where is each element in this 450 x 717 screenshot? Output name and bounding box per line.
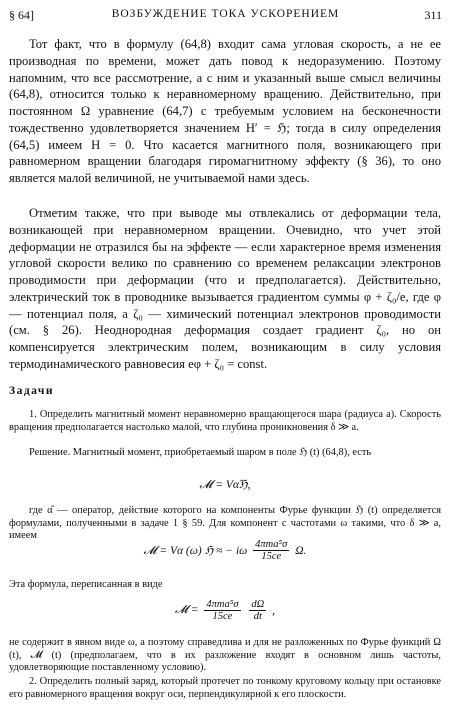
equation-3-lhs: 𝓜 = bbox=[174, 604, 199, 616]
problem-1-text-4: не содержит в явном виде ω, а поэтому справедлива и для не разложенных по Фурье функций Ω (t), 𝓜 (t) (предполагаем, что в их разложение входят в основном лишь частоты, удовлетворяющие поставленному условию). bbox=[9, 637, 441, 674]
problem-1-solution: Решение. Магнитный момент, приобретаемый шаром в поле ℌ (t) (64,8), есть bbox=[29, 447, 372, 458]
equation-2-fraction bbox=[253, 539, 289, 562]
equation-1-text: 𝓜 = Vα̂ℌ, bbox=[199, 479, 251, 491]
equation-3-fraction-1 bbox=[204, 599, 240, 622]
problems-heading: Задачи bbox=[9, 385, 55, 397]
equation-3-fraction-2 bbox=[249, 599, 266, 622]
equation-2-numerator: 4πma⁵σ bbox=[255, 539, 288, 550]
equation-2-lhs: 𝓜 = Vα (ω) ℌ ≈ − iω bbox=[143, 545, 248, 557]
problem-2-statement: 2. Определить полный заряд, который протечет по тонкому круговому кольцу при остановке его равномерного вращения вокруг оси, перпендикулярной к его плоскости. bbox=[9, 676, 441, 700]
paragraph-1: Тот факт, что в формулу (64,8) входит сама угловая скорость, а не ее производная по времени, может дать повод к недоразумению. Поэтому напомним, что все рассмотрение, а с ним и указанный выше смысл величины (64,8), относится только к неравномерному вращению. Действительно, при постоянном Ω уравнение (64,7) с требуемым условием на бесконечности тождественно удовлетворяется значением H′ = ℌ; тогда в силу определения (64,5) имеем H = 0. Что касается магнитного поля, возникающего при равномерном вращении благодаря гиромагнитному эффекту (§ 36), то оно является малой величиной, не учитываемой нами здесь. bbox=[9, 37, 441, 185]
equation-2-rhs: Ω. bbox=[295, 544, 307, 557]
running-header bbox=[9, 8, 442, 26]
equation-3-tail: , bbox=[272, 604, 276, 617]
equation-3-denominator-1: 15ce bbox=[212, 611, 233, 622]
equation-3 bbox=[0, 599, 450, 622]
equation-1 bbox=[0, 477, 450, 492]
equation-2 bbox=[0, 539, 450, 562]
problem-1-statement: 1. Определить магнитный момент неравномерно вращающегося шара (радиуса a). Скорость вращения предполагается настолько малой, что глубина проникновения δ ≫ a. bbox=[9, 409, 441, 433]
equation-3-numerator-2: dΩ bbox=[251, 599, 265, 610]
section-number: § 64] bbox=[9, 8, 34, 22]
equation-2-denominator: 15ce bbox=[261, 551, 282, 562]
running-title: ВОЗБУЖДЕНИЕ ТОКА УСКОРЕНИЕМ bbox=[111, 8, 340, 20]
problem-1-text-2: где α̂ — оператор, действие которого на компоненты Фурье функции ℌ (t) определяется формулами, полученными в задаче 1 § 59. Для компонент с частотами ω такими, что δ ≫ a, имеем bbox=[9, 505, 441, 542]
equation-3-numerator-1: 4πma⁵σ bbox=[206, 599, 239, 610]
page-number: 311 bbox=[424, 8, 442, 22]
paragraph-2: Отметим также, что при выводе мы отвлекались от деформации тела, возникающей при неравномерном вращении. Очевидно, что учет этой деформации не отразился бы на эффекте — если характерное время изменения угловой скорости велико по сравнению со временем релаксации электронов проводимости при деформации (что и предполагается). Действительно, электрический ток в проводнике вызывается градиентом суммы φ + ζ₀/e, где φ — потенциал поля, а ζ₀ — химический потенциал электронов проводимости (см. § 26). Неоднородная деформация создает градиент ζ₀, но он компенсируется электрическим полем, возникающим в силу условия термодинамического равновесия eφ + ζ₀ = const. bbox=[9, 206, 441, 371]
equation-3-denominator-2: dt bbox=[253, 611, 262, 622]
problem-1-text-3: Эта формула, переписанная в виде bbox=[9, 579, 163, 590]
